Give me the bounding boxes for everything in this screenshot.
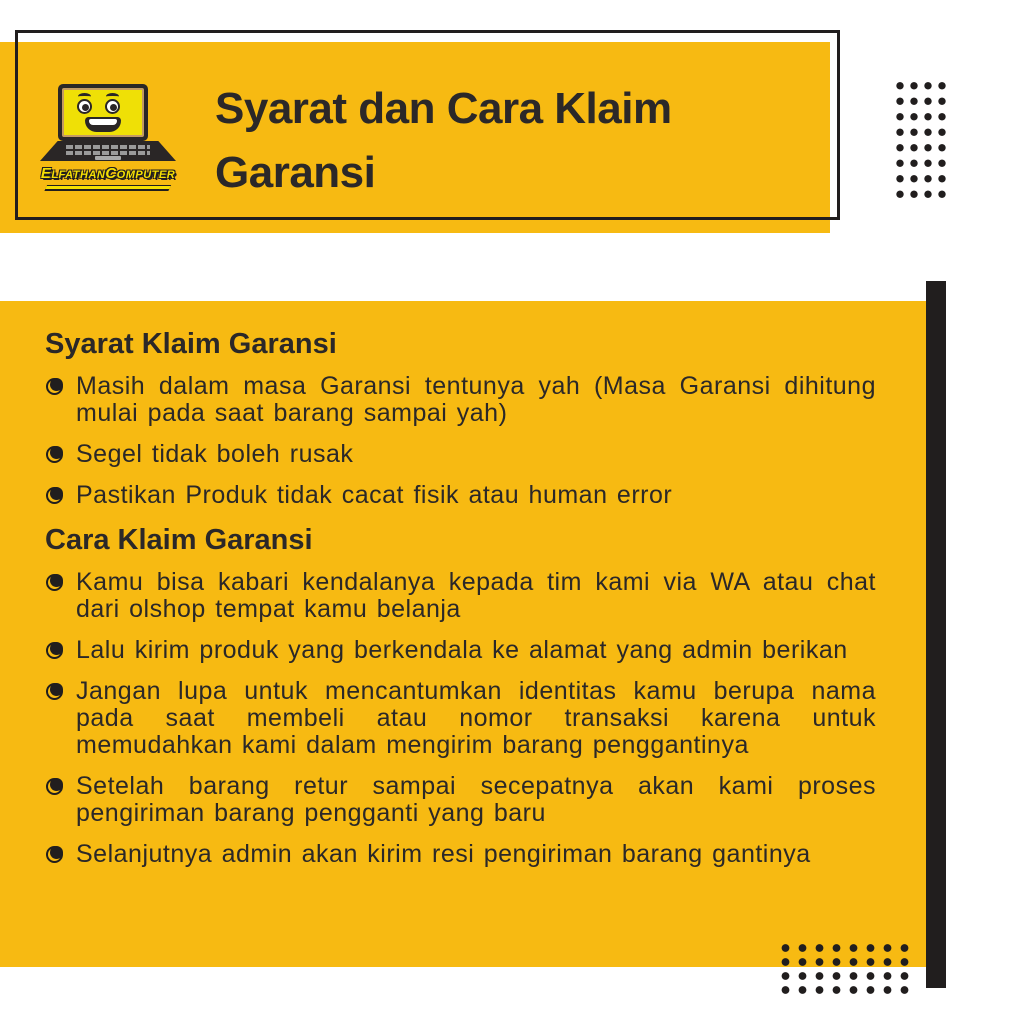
list-item	[45, 773, 876, 827]
dot-grid-bottom-right	[777, 941, 913, 997]
list-item	[45, 637, 876, 664]
list-item-text: Lalu kirim produk yang berkendala ke alamat yang admin berikan	[76, 636, 848, 664]
smiley-face-icon	[62, 88, 144, 137]
section-heading-syarat: Syarat Klaim Garansi	[45, 328, 337, 360]
eclipse-bullet-icon	[46, 378, 63, 395]
list-item	[45, 482, 876, 509]
list-item-text: Segel tidak boleh rusak	[76, 440, 354, 468]
laptop-keyboard	[40, 141, 176, 161]
keyboard-keys	[66, 144, 150, 155]
eye-icon	[105, 99, 120, 114]
list-item	[45, 569, 876, 623]
list-item-text: Setelah barang retur sampai secepatnya akan kami proses pengiriman barang pengganti yang baru	[76, 772, 876, 827]
pupil-icon	[82, 104, 89, 111]
eclipse-bullet-icon	[46, 642, 63, 659]
section-heading-cara: Cara Klaim Garansi	[45, 524, 313, 556]
eclipse-bullet-icon	[46, 574, 63, 591]
list-item-text: Jangan lupa untuk mencantumkan identitas kamu berupa nama pada saat membeli atau nomor transaksi karena untuk memudahkan kami dalam mengirim barang penggantinya	[76, 677, 876, 759]
pupil-icon	[110, 104, 117, 111]
list-item-text: Masih dalam masa Garansi tentunya yah (Masa Garansi dihitung mulai pada saat barang sampai yah)	[76, 372, 876, 427]
laptop-screen	[58, 84, 148, 141]
page-title: Syarat dan Cara Klaim Garansi	[215, 84, 672, 197]
dot-grid-top-right	[893, 78, 949, 202]
list-item-text: Pastikan Produk tidak cacat fisik atau human error	[76, 481, 673, 509]
content-area	[45, 327, 876, 882]
eclipse-bullet-icon	[46, 846, 63, 863]
side-accent-bar	[926, 281, 946, 988]
teeth-icon	[89, 119, 117, 125]
eclipse-bullet-icon	[46, 778, 63, 795]
brand-underline	[45, 186, 170, 189]
eclipse-bullet-icon	[46, 683, 63, 700]
trackpad	[95, 156, 121, 160]
eclipse-bullet-icon	[46, 446, 63, 463]
list-item	[45, 441, 876, 468]
eclipse-bullet-icon	[46, 487, 63, 504]
list-item	[45, 841, 876, 868]
list-item-text: Kamu bisa kabari kendalanya kepada tim kami via WA atau chat dari olshop tempat kamu belanja	[76, 568, 876, 623]
list-item	[45, 373, 876, 427]
syarat-list	[45, 373, 876, 509]
list-item	[45, 678, 876, 759]
smile-mouth-icon	[85, 117, 121, 132]
cara-list	[45, 569, 876, 868]
eye-icon	[77, 99, 92, 114]
brand-wordmark: ElfathanComputer	[40, 165, 176, 182]
list-item-text: Selanjutnya admin akan kirim resi pengiriman barang gantinya	[76, 840, 811, 868]
laptop-smiley-icon	[38, 73, 178, 205]
